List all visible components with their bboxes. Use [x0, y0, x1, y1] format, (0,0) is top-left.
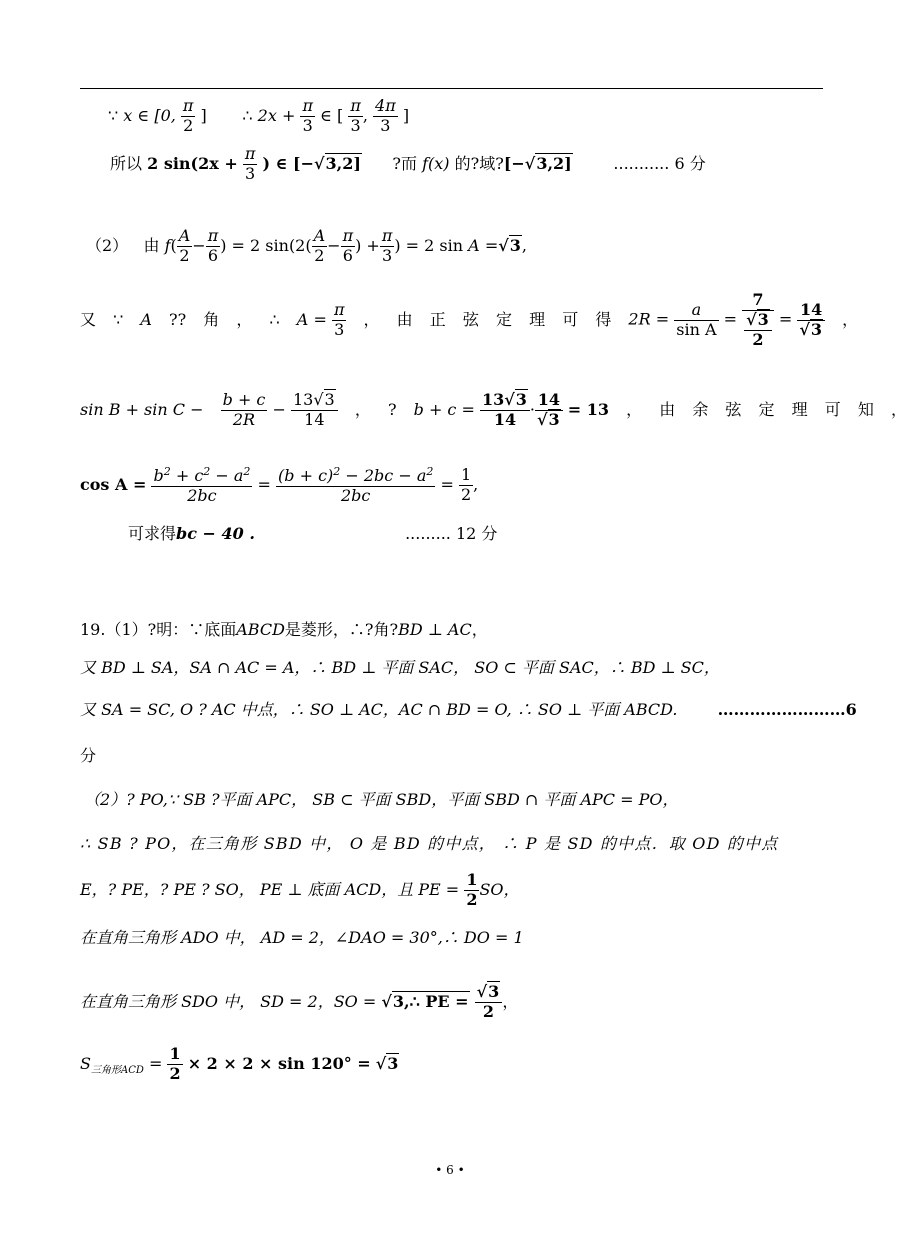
solution-line-range: 所以 2 sin(2x + $\frac{\pi}{3}$ ) ∈ [−√3,2] ?而 f(x) 的?域?[−√3,2] ........... 6 分 [110, 144, 706, 183]
sine-law-line: 又 ∵ A ?? 角 ， ∴ A = $\frac{\pi}{3}$ ， 由 正 弦 定 理 可 得 2R = $\frac{a}{\text{sin A}}$ = $\frac{7}{\frac{√3}{2}}$ = $\frac{14}{√3}$ ， [80, 290, 859, 349]
q19-2-line1: （2）? PO,∵ SB ?平面 APC， SB ⊂ 平面 SBD，平面 SBD ∩ 平面 APC = PO， [84, 790, 679, 809]
cosine-law-line: cos A = $\frac{b^2 + c^2 - a^2}{2bc}$ = $\frac{(b + c)^2 - 2bc - a^2}{2bc}$ = $\frac{1}{2}$ , [80, 465, 479, 505]
part2-intro-line: （2） 由 f( $\frac{A}{2}$ − $\frac{\pi}{6}$ ) = 2 sin(2( $\frac{A}{2}$ − $\frac{\pi}{6}$ ) + $\frac{\pi}{3}$ ) = 2 sin A =√3, [86, 226, 527, 265]
q19-line4: 分 [80, 746, 97, 765]
q19-line1: 19.（1）?明：∵底面ABCD是菱形，∴?角?BD ⊥ AC， [80, 620, 488, 639]
q19-2-line2: ∴ SB ? PO，在三角形 SBD 中， O 是 BD 的中点， ∴ P 是 SD 的中点．取 OD 的中点 [80, 834, 779, 853]
q19-2-line5: 在直角三角形 SDO 中， SD = 2，SO = √3,∴ PE = $\frac{√3}{2}$ ， [80, 982, 519, 1021]
q19-line3: 又 SA = SC, O ? AC 中点，∴ SO ⊥ AC，AC ∩ BD = O, ∴ SO ⊥ 平面 ABCD. ……………………6 [80, 700, 857, 719]
area-line: $S_{三角形ACD}$ = $\frac{1}{2}$ × 2 × 2 × sin 120° = √3 [80, 1044, 399, 1083]
q19-line2: 又 BD ⊥ SA，SA ∩ AC = A，∴ BD ⊥ 平面 SAC， SO ⊂ 平面 SAC，∴ BD ⊥ SC， [80, 658, 720, 677]
solution-line-x-range: ∵ x ∈ [0, $\frac{\pi}{2}$ ] ∴ 2x + $\frac{\pi}{3}$ ∈ [ $\frac{\pi}{3}$ , $\frac{4\pi}{3}$ ] [108, 96, 410, 135]
sum-line: sin B + sin C − $\frac{b + c}{2R}$ − $\frac{13√3}{14}$ ， ? b + c = $\frac{13√3}{14}$ · $\frac{14}{√3}$ = 13 ， 由 余 弦 定 理 可 知 ， [80, 390, 907, 429]
page-number: • 6 • [435, 1163, 465, 1177]
bc-result-line: 可求得bc − 40 . ......... 12 分 [128, 524, 498, 543]
q19-2-line4: 在直角三角形 ADO 中， AD = 2，∠DAO = 30°,∴ DO = 1 [80, 928, 524, 947]
q19-2-line3: E，? PE，? PE ? SO， PE ⊥ 底面 ACD，且 PE = $\frac{1}{2}$ SO， [80, 870, 520, 909]
header-rule [80, 88, 823, 89]
